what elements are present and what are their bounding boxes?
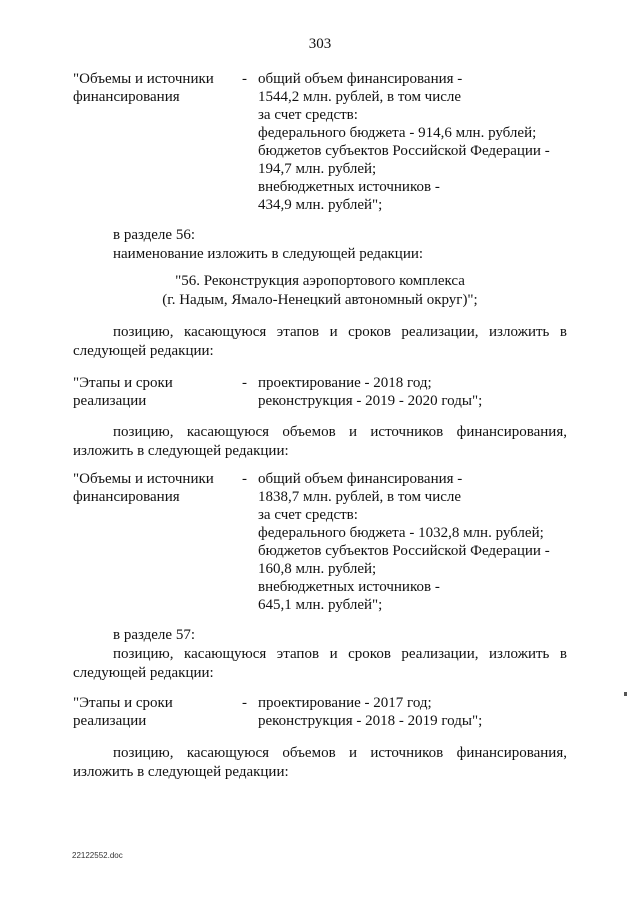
- paragraph-line: изложить в следующей редакции:: [73, 443, 289, 459]
- funding-block-1: [0, 70, 640, 220]
- label-line: финансирования: [73, 89, 180, 105]
- stages-paragraph-56: [73, 323, 567, 361]
- funding-values: [258, 70, 578, 214]
- label-line: "Этапы и сроки: [73, 375, 173, 391]
- value-line: общий объем финансирования -: [258, 471, 463, 487]
- funding-paragraph-2: [73, 744, 567, 782]
- dash: -: [242, 695, 247, 711]
- funding-label: [73, 70, 243, 106]
- dash: -: [242, 375, 247, 391]
- label-line: реализации: [73, 713, 147, 729]
- footer-filename: 22122552.doc: [72, 851, 123, 860]
- stages-values: [258, 374, 578, 410]
- section-56-instruction: наименование изложить в следующей редакции:: [113, 246, 424, 262]
- stages-block-1: [0, 374, 640, 414]
- value-line: реконструкция - 2018 - 2019 годы";: [258, 713, 483, 729]
- dash: -: [242, 71, 247, 87]
- value-line: реконструкция - 2019 - 2020 годы";: [258, 393, 483, 409]
- page-number: 303: [308, 36, 332, 52]
- funding-paragraph-1: [73, 423, 567, 461]
- paragraph-line: изложить в следующей редакции:: [73, 764, 289, 780]
- value-line: 1544,2 млн. рублей, в том числе: [258, 89, 462, 105]
- section-56-title: [73, 272, 567, 310]
- funding-values: [258, 470, 578, 614]
- paragraph-line: позицию, касающуюся этапов и сроков реализации, изложить в: [113, 646, 567, 662]
- funding-label: [73, 470, 243, 506]
- value-line: общий объем финансирования -: [258, 71, 463, 87]
- funding-block-2: [0, 470, 640, 620]
- section-57-heading: в разделе 57:: [113, 627, 195, 643]
- paragraph-line: позицию, касающуюся этапов и сроков реализации, изложить в: [113, 324, 567, 340]
- value-line: бюджетов субъектов Российской Федерации -: [258, 143, 550, 159]
- stages-paragraph-57: [73, 645, 567, 683]
- value-line: проектирование - 2017 год;: [258, 695, 432, 711]
- stages-label: [73, 374, 243, 410]
- value-line: 160,8 млн. рублей;: [258, 561, 377, 577]
- title-line: "56. Реконструкция аэропортового комплекса: [175, 273, 465, 289]
- value-line: 645,1 млн. рублей";: [258, 597, 383, 613]
- paragraph-line: позицию, касающуюся объемов и источников финансирования,: [113, 424, 567, 440]
- value-line: за счет средств:: [258, 507, 358, 523]
- value-line: федерального бюджета - 914,6 млн. рублей;: [258, 125, 537, 141]
- value-line: федерального бюджета - 1032,8 млн. рублей;: [258, 525, 544, 541]
- value-line: за счет средств:: [258, 107, 358, 123]
- margin-mark: [624, 692, 627, 696]
- title-line: (г. Надым, Ямало-Ненецкий автономный округ)";: [162, 292, 478, 308]
- value-line: проектирование - 2018 год;: [258, 375, 432, 391]
- value-line: бюджетов субъектов Российской Федерации -: [258, 543, 550, 559]
- value-line: внебюджетных источников -: [258, 179, 440, 195]
- value-line: 1838,7 млн. рублей, в том числе: [258, 489, 462, 505]
- value-line: 194,7 млн. рублей;: [258, 161, 377, 177]
- stages-label: [73, 694, 243, 730]
- value-line: 434,9 млн. рублей";: [258, 197, 383, 213]
- stages-block-2: [0, 694, 640, 734]
- label-line: "Объемы и источники: [73, 471, 214, 487]
- stages-values: [258, 694, 578, 730]
- label-line: финансирования: [73, 489, 180, 505]
- label-line: "Объемы и источники: [73, 71, 214, 87]
- section-56-heading: в разделе 56:: [113, 227, 195, 243]
- label-line: "Этапы и сроки: [73, 695, 173, 711]
- label-line: реализации: [73, 393, 147, 409]
- paragraph-line: позицию, касающуюся объемов и источников финансирования,: [113, 745, 567, 761]
- dash: -: [242, 471, 247, 487]
- paragraph-line: следующей редакции:: [73, 665, 214, 681]
- paragraph-line: следующей редакции:: [73, 343, 214, 359]
- value-line: внебюджетных источников -: [258, 579, 440, 595]
